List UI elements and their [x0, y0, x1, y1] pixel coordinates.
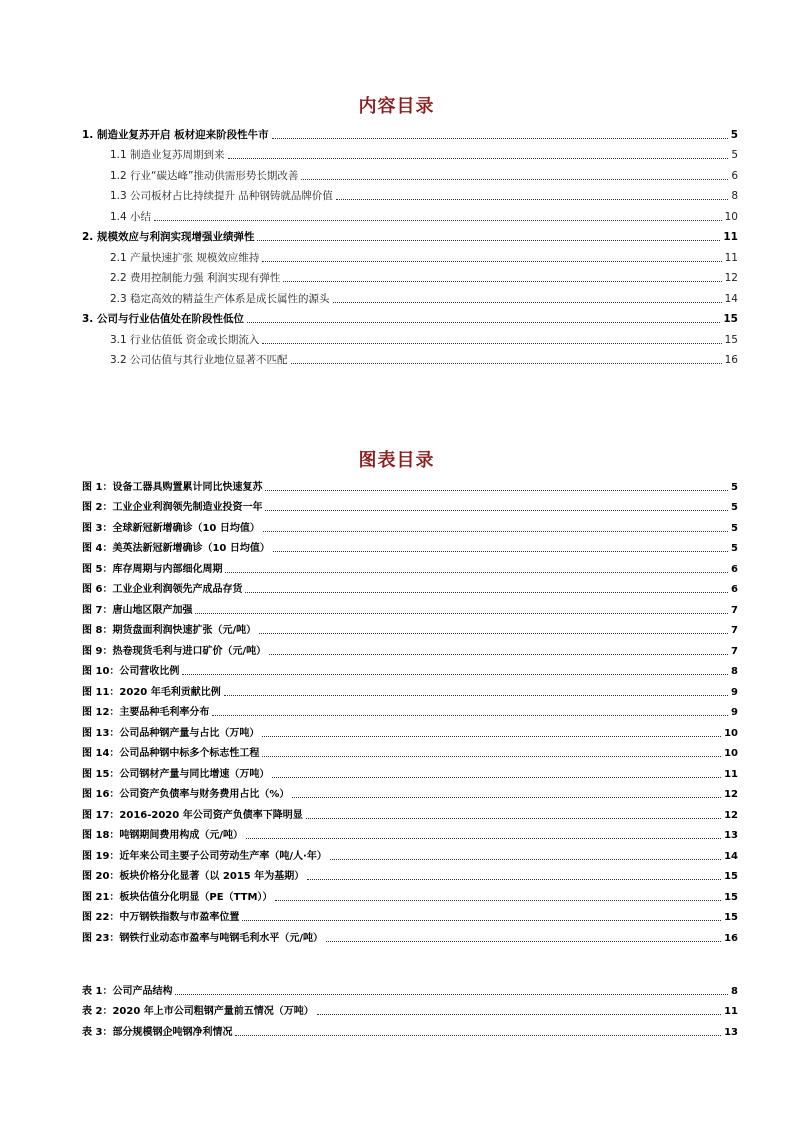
- figure-entry[interactable]: [82, 699, 738, 720]
- table-entry-label: [82, 985, 174, 998]
- figure-title: 公司资产负债率与财务费用占比（%）: [119, 789, 290, 800]
- figure-entry-page: 15: [724, 912, 738, 923]
- figure-entry[interactable]: [82, 514, 738, 535]
- figure-entry-page: 14: [724, 850, 738, 862]
- toc-entry-page: 10: [724, 210, 738, 223]
- figure-entry-label: [82, 501, 264, 514]
- figure-title: 库存周期与内部细化周期: [112, 563, 223, 575]
- table-entry-page: 13: [724, 1026, 738, 1038]
- dot-leader: [330, 859, 721, 860]
- figure-number: 图 9：: [82, 645, 113, 657]
- figure-number: 图 12：: [82, 707, 120, 718]
- figure-title: 板块价格分化显著（以 2015 年为基期）: [119, 871, 305, 882]
- figure-entry-page: 5: [731, 502, 738, 513]
- figure-entry-label: [82, 481, 264, 494]
- figure-number: 图 19：: [82, 850, 120, 862]
- figure-entry-page: 12: [724, 809, 738, 821]
- dot-leader: [257, 240, 720, 241]
- figure-number: 图 16：: [82, 789, 120, 800]
- dot-leader: [235, 1035, 721, 1036]
- toc-entry-page: 8: [731, 190, 738, 202]
- figure-entry[interactable]: [82, 535, 738, 556]
- table-entry[interactable]: [82, 1018, 738, 1039]
- figure-entry-page: 13: [724, 830, 738, 841]
- dot-leader: [291, 363, 722, 364]
- figure-entry[interactable]: [82, 678, 738, 699]
- figure-number: 图 20：: [82, 871, 120, 882]
- toc-entry-text: 3.2 公司估值与其行业地位显著不匹配: [110, 354, 288, 366]
- figure-number: 图 23：: [82, 932, 120, 944]
- toc-entry-text: 2. 规模效应与利润实现增强业绩弹性: [82, 231, 255, 243]
- toc-entry-text: 3.1 行业估值低 资金或长期流入: [110, 333, 260, 346]
- dot-leader: [265, 490, 728, 491]
- figure-entry-page: 15: [724, 871, 738, 882]
- figure-entry-label: [82, 809, 305, 822]
- figure-number: 图 10：: [82, 666, 120, 677]
- figure-number: 图 2：: [82, 502, 113, 513]
- figure-entry[interactable]: [82, 596, 738, 617]
- toc-entry-page: 15: [724, 333, 738, 346]
- dot-leader: [292, 797, 721, 798]
- toc-entry-page: 14: [724, 292, 738, 305]
- figure-entry-label: [82, 829, 245, 842]
- figure-entry-label: [82, 727, 261, 740]
- figure-number: 图 6：: [82, 584, 113, 595]
- figure-entry-page: 8: [731, 666, 738, 677]
- toc-entry-text: 1. 制造业复苏开启 板材迎来阶段性牛市: [82, 128, 269, 141]
- figure-entry-page: 9: [731, 707, 738, 718]
- figure-entry-label: [82, 686, 223, 699]
- figure-number: 图 4：: [82, 543, 113, 554]
- figure-entry-label: [82, 850, 329, 863]
- figure-entry[interactable]: [82, 760, 738, 781]
- toc-entry-text: 2.1 产量快速扩张 规模效应维持: [110, 251, 260, 264]
- figure-title: 中万钢铁指数与市盈率位置: [119, 912, 240, 923]
- figure-entry-label: [82, 665, 181, 678]
- figure-entry-label: [82, 563, 224, 576]
- dot-leader: [246, 838, 721, 839]
- figure-number: 图 5：: [82, 563, 113, 575]
- dot-leader: [262, 261, 721, 262]
- figure-title: 公司品种钢中标多个标志性工程: [119, 748, 260, 759]
- dot-leader: [265, 510, 728, 511]
- figure-entry[interactable]: [82, 740, 738, 761]
- toc-entry-label: [110, 149, 227, 162]
- table-entry-label: [82, 1005, 316, 1018]
- figure-entry[interactable]: [82, 555, 738, 576]
- figure-entry-page: 15: [724, 891, 738, 903]
- dot-leader: [182, 674, 728, 675]
- table-entry-label: [82, 1026, 234, 1039]
- figure-entry-page: 11: [724, 768, 738, 780]
- figure-entry[interactable]: [82, 904, 738, 925]
- figure-title: 2016-2020 年公司资产负债率下降明显: [119, 809, 303, 821]
- toc-title: 内容目录: [358, 96, 435, 117]
- dot-leader: [195, 613, 728, 614]
- dot-leader: [263, 531, 728, 532]
- dot-leader: [262, 756, 721, 757]
- figure-title: 钢铁行业动态市盈率与吨钢毛利水平（元/吨）: [119, 932, 324, 944]
- toc-entry-label: [110, 170, 300, 183]
- figures-title: 图表目录: [358, 450, 435, 471]
- dot-leader: [247, 322, 720, 323]
- dot-leader: [259, 633, 728, 634]
- table-entry[interactable]: [82, 998, 738, 1019]
- toc-entry-text: 1.4 小结: [110, 210, 152, 223]
- figure-entry[interactable]: [82, 637, 738, 658]
- figure-entry-page: 10: [724, 727, 738, 739]
- dot-leader: [175, 994, 728, 995]
- dot-leader: [272, 777, 721, 778]
- figure-entry-page: 9: [731, 686, 738, 698]
- figure-title: 2020 年毛利贡献比例: [119, 686, 221, 698]
- dot-leader: [333, 302, 722, 303]
- tables-list: [82, 977, 738, 1039]
- toc-entry-label: [110, 354, 290, 367]
- dot-leader: [224, 695, 728, 696]
- figure-entry-page: 7: [731, 645, 738, 657]
- figure-entry[interactable]: [82, 719, 738, 740]
- figure-entry-label: [82, 747, 261, 760]
- toc-entry[interactable]: [82, 142, 738, 163]
- dot-leader: [154, 220, 722, 221]
- figure-entry-label: [82, 624, 258, 637]
- figure-entry-label: [82, 932, 325, 945]
- toc-list: [82, 121, 738, 367]
- dot-leader: [262, 736, 721, 737]
- toc-entry-text: 2.3 稳定高效的精益生产体系是成长属性的源头: [110, 292, 330, 305]
- figure-entry[interactable]: [82, 822, 738, 843]
- toc-entry[interactable]: [82, 265, 738, 286]
- toc-entry[interactable]: [82, 306, 738, 327]
- toc-entry-text: 1.3 公司板材占比持续提升 品种钢铸就品牌价值: [110, 190, 333, 202]
- toc-entry-page: 15: [723, 313, 738, 325]
- toc-entry-page: 11: [723, 231, 738, 243]
- figure-number: 图 17：: [82, 809, 120, 821]
- dot-leader: [273, 551, 728, 552]
- dot-leader: [306, 818, 721, 819]
- dot-leader: [228, 158, 729, 159]
- figure-entry-page: 16: [724, 932, 738, 944]
- figure-title: 全球新冠新增确诊（10 日均值）: [112, 522, 260, 534]
- figure-number: 图 3：: [82, 522, 113, 534]
- dot-leader: [317, 1014, 721, 1015]
- figure-entry-label: [82, 604, 194, 617]
- toc-entry[interactable]: [82, 203, 738, 224]
- toc-entry-text: 2.2 费用控制能力强 利润实现有弹性: [110, 272, 281, 284]
- toc-entry-label: [82, 231, 256, 244]
- table-title: 公司产品结构: [112, 985, 173, 997]
- toc-entry-page: 5: [731, 149, 738, 161]
- figure-entry[interactable]: [82, 494, 738, 515]
- figure-entry-label: [82, 768, 271, 781]
- dot-leader: [275, 900, 721, 901]
- toc-entry[interactable]: [82, 285, 738, 306]
- figure-entry-label: [82, 522, 262, 535]
- figure-title: 热卷现货毛利与进口矿价（元/吨）: [112, 645, 267, 657]
- figure-number: 图 21：: [82, 891, 120, 903]
- toc-entry-label: [110, 272, 282, 285]
- toc-entry[interactable]: [82, 121, 738, 142]
- dot-leader: [336, 199, 728, 200]
- toc-entry-page: 6: [731, 169, 738, 182]
- figure-entry-label: [82, 870, 306, 883]
- figure-entry-label: [82, 911, 241, 924]
- figure-entry-label: [82, 542, 272, 555]
- figure-entry-page: 6: [731, 563, 738, 575]
- figure-number: 图 1：: [82, 481, 113, 493]
- figure-number: 图 18：: [82, 830, 120, 841]
- toc-entry-text: 3. 公司与行业估值处在阶段性低位: [82, 313, 244, 325]
- figure-entry-page: 7: [731, 625, 738, 636]
- figure-title: 公司钢材产量与同比增速（万吨）: [119, 768, 270, 780]
- dot-leader: [301, 179, 728, 180]
- toc-entry[interactable]: [82, 244, 738, 265]
- dot-leader: [245, 592, 728, 593]
- figure-entry-page: 5: [731, 481, 738, 493]
- toc-entry-page: 16: [724, 354, 738, 366]
- dot-leader: [269, 654, 728, 655]
- figure-entry[interactable]: [82, 863, 738, 884]
- figure-entry[interactable]: [82, 924, 738, 945]
- table-entry-page: 11: [724, 1006, 738, 1017]
- figure-entry[interactable]: [82, 801, 738, 822]
- table-entry-page: 8: [731, 985, 738, 997]
- figure-entry[interactable]: [82, 658, 738, 679]
- toc-entry[interactable]: [82, 347, 738, 368]
- figure-entry-label: [82, 706, 211, 719]
- dot-leader: [262, 343, 721, 344]
- figure-number: 图 14：: [82, 748, 120, 759]
- toc-entry-text: 1.1 制造业复苏周期到来: [110, 149, 225, 161]
- dot-leader: [283, 281, 721, 282]
- figures-list: [82, 473, 738, 957]
- toc-entry-text: 1.2 行业“碳达峰”推动供需形势长期改善: [110, 169, 299, 182]
- toc-entry-page: 12: [724, 272, 738, 284]
- figure-title: 吨钢期间费用构成（元/吨）: [119, 830, 244, 841]
- figure-entry[interactable]: [82, 617, 738, 638]
- figure-entry-page: 7: [731, 604, 738, 616]
- figure-title: 公司营收比例: [119, 666, 180, 677]
- toc-entry-label: [110, 190, 335, 203]
- toc-entry-label: [110, 211, 153, 224]
- toc-entry-label: [82, 129, 271, 142]
- toc-entry[interactable]: [82, 162, 738, 183]
- figure-entry-page: 5: [731, 543, 738, 554]
- figure-title: 近年来公司主要子公司劳动生产率（吨/人·年）: [119, 850, 327, 862]
- figure-title: 美英法新冠新增确诊（10 日均值）: [112, 543, 270, 554]
- figure-title: 主要品种毛利率分布: [119, 707, 210, 718]
- figure-number: 图 13：: [82, 727, 120, 739]
- dot-leader: [307, 879, 721, 880]
- table-entry[interactable]: [82, 977, 738, 998]
- toc-entry-label: [110, 252, 261, 265]
- toc-entry-label: [110, 293, 332, 306]
- dot-leader: [212, 715, 728, 716]
- figure-entry-page: 5: [731, 522, 738, 534]
- toc-entry[interactable]: [82, 224, 738, 245]
- figure-entry[interactable]: [82, 883, 738, 904]
- toc-entry-label: [110, 334, 261, 347]
- figure-number: 图 11：: [82, 686, 120, 698]
- table-title: 部分规模钢企吨钢净利情况: [112, 1026, 233, 1038]
- figure-entry-label: [82, 645, 268, 658]
- figure-title: 工业企业利润领先产成品存货: [112, 584, 243, 595]
- figure-number: 图 22：: [82, 912, 120, 923]
- figure-title: 设备工器具购置累计同比快速复苏: [112, 481, 263, 493]
- figure-number: 图 8：: [82, 625, 113, 636]
- table-number: 表 1：: [82, 985, 113, 997]
- figure-entry-page: 12: [724, 789, 738, 800]
- dot-leader: [225, 572, 728, 573]
- toc-entry[interactable]: [82, 183, 738, 204]
- figure-entry-page: 10: [724, 748, 738, 759]
- figure-entry[interactable]: [82, 842, 738, 863]
- figure-entry-page: 6: [731, 584, 738, 595]
- toc-entry-label: [82, 313, 246, 326]
- figure-title: 工业企业利润领先制造业投资一年: [112, 502, 263, 513]
- table-title: 2020 年上市公司粗钢产量前五情况（万吨）: [112, 1006, 314, 1017]
- figure-title: 板块估值分化明显（PE（TTM））: [119, 891, 273, 903]
- dot-leader: [326, 941, 721, 942]
- figure-entry-label: [82, 788, 291, 801]
- figure-title: 唐山地区限产加强: [112, 604, 193, 616]
- toc-entry-page: 11: [724, 251, 738, 264]
- figure-entry-label: [82, 891, 274, 904]
- figure-title: 期货盘面利润快速扩张（元/吨）: [112, 625, 257, 636]
- dot-leader: [242, 920, 721, 921]
- dot-leader: [272, 138, 728, 139]
- figure-number: 图 7：: [82, 604, 113, 616]
- toc-entry-page: 5: [730, 128, 738, 141]
- toc-entry[interactable]: [82, 326, 738, 347]
- figure-entry[interactable]: [82, 576, 738, 597]
- figure-entry[interactable]: [82, 781, 738, 802]
- figure-entry[interactable]: [82, 473, 738, 494]
- table-number: 表 3：: [82, 1026, 113, 1038]
- table-number: 表 2：: [82, 1006, 113, 1017]
- figure-entry-label: [82, 583, 244, 596]
- figure-number: 图 15：: [82, 768, 120, 780]
- figure-title: 公司品种钢产量与占比（万吨）: [119, 727, 260, 739]
